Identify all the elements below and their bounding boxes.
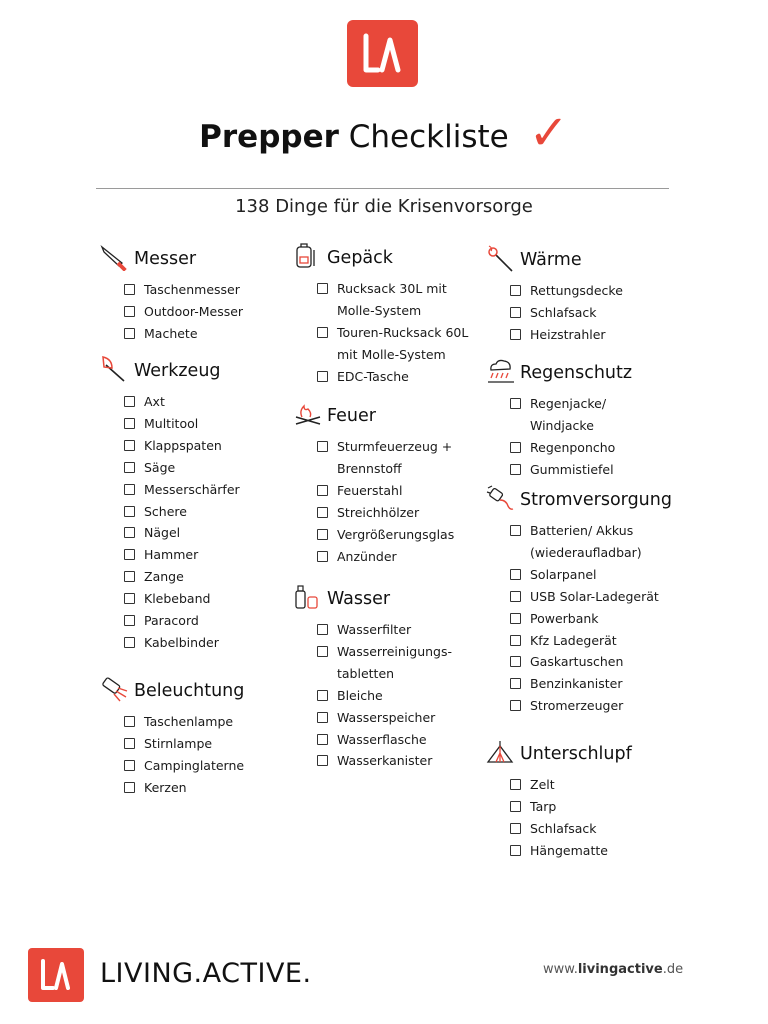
rain-cloud-icon	[486, 357, 516, 385]
footer-brand: LIVING.ACTIVE.	[100, 958, 312, 989]
checkbox[interactable]	[124, 637, 135, 648]
checkbox[interactable]	[124, 440, 135, 451]
item-label: Messerschärfer	[144, 481, 240, 497]
item-label: Tarp	[530, 798, 557, 814]
subtitle: 138 Dinge für die Krisenvorsorge	[235, 196, 533, 217]
checklist-item[interactable]	[317, 278, 468, 322]
checkbox[interactable]	[510, 464, 521, 475]
checklist-item[interactable]	[124, 457, 240, 479]
checklist-item[interactable]	[124, 777, 244, 799]
checkbox[interactable]	[124, 396, 135, 407]
item-label: Anzünder	[337, 548, 397, 564]
checklist-item[interactable]	[510, 796, 608, 818]
item-label: Regenjacke/	[530, 396, 607, 411]
checklist-item[interactable]	[317, 502, 454, 524]
item-label: Paracord	[144, 613, 199, 629]
checklist-item[interactable]	[124, 544, 240, 566]
section-header	[293, 246, 468, 272]
checkbox[interactable]	[510, 525, 521, 536]
checklist-item[interactable]	[510, 393, 615, 437]
section-waerme	[486, 248, 623, 346]
checkbox[interactable]	[317, 441, 328, 452]
checkbox[interactable]	[510, 845, 521, 856]
checkbox[interactable]	[510, 569, 521, 580]
section-gepaeck	[293, 246, 468, 388]
item-label: Machete	[144, 325, 198, 341]
item-label: Multitool	[144, 415, 199, 431]
checkbox[interactable]	[510, 656, 521, 667]
checklist-item[interactable]	[510, 280, 623, 302]
section-beleuchtung	[100, 679, 244, 799]
section-header	[293, 404, 454, 430]
checklist-item[interactable]	[124, 755, 244, 777]
checklist	[293, 278, 468, 388]
brand-logo	[347, 20, 418, 87]
checklist-item[interactable]	[124, 566, 240, 588]
section-header	[486, 742, 632, 768]
axe-icon	[100, 355, 130, 383]
checkbox[interactable]	[124, 506, 135, 517]
checklist-item[interactable]	[124, 610, 240, 632]
checklist-item[interactable]	[317, 524, 454, 546]
checkbox[interactable]	[317, 551, 328, 562]
item-label: Bleiche	[337, 687, 383, 703]
checkbox[interactable]	[124, 484, 135, 495]
item-label: Wasserflasche	[337, 731, 427, 747]
checklist-item[interactable]	[317, 729, 452, 751]
checklist-item[interactable]	[124, 435, 240, 457]
checkbox[interactable]	[510, 285, 521, 296]
checkbox[interactable]	[510, 801, 521, 812]
item-label: Stirnlampe	[144, 735, 213, 751]
section-unterschlupf	[486, 742, 632, 862]
la-logo-icon	[347, 20, 418, 87]
section-title: Unterschlupf	[520, 744, 632, 764]
checklist-item[interactable]	[124, 279, 243, 301]
plug-icon	[486, 484, 516, 512]
checklist-item[interactable]	[510, 673, 659, 695]
item-label: Axt	[144, 394, 165, 409]
checklist	[293, 436, 454, 567]
item-label: Zange	[144, 569, 184, 585]
item-label: Benzinkanister	[530, 676, 623, 692]
checkbox[interactable]	[124, 782, 135, 793]
section-werkzeug	[100, 359, 240, 654]
checkbox[interactable]	[510, 591, 521, 602]
checkbox[interactable]	[124, 738, 135, 749]
checklist-item[interactable]	[510, 651, 659, 673]
checkbox[interactable]	[510, 398, 521, 409]
checklist	[293, 619, 452, 772]
url-tld: .de	[662, 962, 684, 977]
checklist-item[interactable]	[510, 695, 659, 717]
item-label: Wasserspeicher	[337, 709, 436, 725]
page-title	[0, 105, 768, 161]
item-label: Feuerstahl	[337, 482, 403, 498]
checklist-item[interactable]	[510, 818, 608, 840]
item-label: Klappspaten	[144, 437, 222, 453]
checkmark-icon: ✓	[528, 105, 569, 161]
checklist	[100, 279, 243, 345]
item-label: Hammer	[144, 547, 199, 563]
item-label: Schlafsack	[530, 820, 597, 836]
title-divider	[96, 188, 669, 189]
section-header	[100, 247, 243, 273]
checkbox[interactable]	[317, 690, 328, 701]
item-label: Campinglaterne	[144, 757, 245, 773]
section-title: Gepäck	[327, 248, 393, 268]
checklist-item[interactable]	[124, 413, 240, 435]
section-title: Wasser	[327, 589, 391, 609]
checkbox[interactable]	[124, 571, 135, 582]
tent-icon	[486, 738, 516, 766]
item-label: Brennstoff	[337, 460, 402, 476]
item-label: Vergrößerungsglas	[337, 526, 455, 542]
checkbox[interactable]	[124, 716, 135, 727]
footer-url-link[interactable]	[543, 962, 683, 977]
checkbox[interactable]	[317, 507, 328, 518]
section-title: Werkzeug	[134, 361, 221, 381]
checklist-item[interactable]	[124, 501, 240, 523]
item-label: Streichhölzer	[337, 504, 420, 520]
checklist-item[interactable]	[317, 750, 452, 772]
checkbox[interactable]	[317, 327, 328, 338]
item-label: Kabelbinder	[144, 634, 219, 650]
item-label: Kerzen	[144, 779, 187, 795]
checklist	[100, 391, 240, 654]
item-label: (wiederaufladbar)	[530, 544, 642, 560]
item-label: Wasserfilter	[337, 622, 412, 637]
checklist-item[interactable]	[317, 436, 454, 480]
section-messer	[100, 247, 243, 345]
checkbox[interactable]	[510, 678, 521, 689]
item-label: Gummistiefel	[530, 461, 614, 477]
item-label: Heizstrahler	[530, 326, 606, 342]
checkbox[interactable]	[510, 442, 521, 453]
checkbox[interactable]	[317, 529, 328, 540]
item-label: Rettungsdecke	[530, 283, 623, 298]
section-stromversorgung	[486, 488, 672, 717]
item-label: Gaskartuschen	[530, 654, 624, 670]
checkbox[interactable]	[124, 615, 135, 626]
item-label: Molle-System	[337, 302, 422, 318]
section-header	[100, 679, 244, 705]
checklist-item[interactable]	[510, 774, 608, 796]
item-label: Windjacke	[530, 417, 594, 433]
checkbox[interactable]	[510, 329, 521, 340]
section-feuer	[293, 404, 454, 567]
item-label: Nägel	[144, 525, 181, 541]
item-label: Solarpanel	[530, 566, 597, 582]
item-label: Kfz Ladegerät	[530, 632, 617, 648]
campfire-icon	[293, 400, 323, 428]
section-title: Regenschutz	[520, 363, 633, 383]
checklist-item[interactable]	[124, 391, 240, 413]
title-bold: Prepper	[199, 119, 339, 155]
item-label: Powerbank	[530, 610, 599, 626]
section-header	[486, 248, 623, 274]
checkbox[interactable]	[317, 755, 328, 766]
checkbox[interactable]	[317, 485, 328, 496]
section-title: Beleuchtung	[134, 681, 245, 701]
checkbox[interactable]	[317, 624, 328, 635]
section-header	[293, 587, 452, 613]
checklist-item[interactable]	[317, 546, 454, 568]
checklist-item[interactable]	[124, 711, 244, 733]
item-label: Rucksack 30L mit	[337, 281, 447, 296]
item-label: Zelt	[530, 777, 555, 792]
checklist-item[interactable]	[317, 322, 468, 366]
checklist	[486, 774, 608, 862]
checkbox[interactable]	[317, 283, 328, 294]
section-regenschutz	[486, 361, 633, 481]
item-label: Touren-Rucksack 60L	[337, 324, 469, 340]
item-label: Batterien/ Akkus	[530, 523, 634, 538]
section-header	[486, 361, 633, 387]
checkbox[interactable]	[124, 549, 135, 560]
checkbox[interactable]	[124, 462, 135, 473]
section-title: Feuer	[327, 406, 376, 426]
checklist	[486, 393, 615, 481]
checkbox[interactable]	[124, 418, 135, 429]
checkbox[interactable]	[124, 593, 135, 604]
checklist-item[interactable]	[317, 480, 454, 502]
item-label: USB Solar-Ladegerät	[530, 588, 659, 604]
checklist-item[interactable]	[510, 564, 659, 586]
item-label: Säge	[144, 459, 176, 475]
item-label: Sturmfeuerzeug +	[337, 439, 453, 454]
item-label: Hängematte	[530, 842, 608, 858]
checklist-item[interactable]	[317, 685, 452, 707]
checklist-item[interactable]	[124, 479, 240, 501]
footer-logo[interactable]	[28, 948, 84, 1002]
title-rest: Checkliste	[348, 119, 509, 155]
checkbox[interactable]	[510, 613, 521, 624]
item-label: Schere	[144, 503, 187, 519]
item-label: Taschenlampe	[144, 714, 234, 729]
checklist-item[interactable]	[124, 632, 240, 654]
checklist-item[interactable]	[317, 619, 452, 641]
checklist-item[interactable]	[317, 641, 452, 685]
checklist-item[interactable]	[124, 733, 244, 755]
item-label: tabletten	[337, 665, 395, 681]
checkbox[interactable]	[124, 760, 135, 771]
checklist-item[interactable]	[124, 522, 240, 544]
item-label: Wasserkanister	[337, 753, 433, 769]
checkbox[interactable]	[124, 527, 135, 538]
checkbox[interactable]	[317, 646, 328, 657]
item-label: Regenponcho	[530, 439, 616, 455]
item-label: mit Molle-System	[337, 346, 446, 362]
item-label: Taschenmesser	[144, 282, 240, 297]
item-label: Wasserreinigungs-	[337, 643, 453, 659]
checklist-item[interactable]	[510, 608, 659, 630]
checklist-item[interactable]	[510, 302, 623, 324]
checkbox[interactable]	[510, 700, 521, 711]
checklist	[486, 280, 623, 346]
item-label: Outdoor-Messer	[144, 303, 244, 319]
url-prefix: www.	[543, 962, 578, 977]
checkbox[interactable]	[510, 779, 521, 790]
checklist-item[interactable]	[510, 586, 659, 608]
item-label: EDC-Tasche	[337, 368, 409, 384]
checklist	[486, 520, 659, 717]
item-label: Stromerzeuger	[530, 698, 624, 714]
checklist-item[interactable]	[317, 366, 468, 388]
flashlight-icon	[100, 675, 130, 703]
checklist-item[interactable]	[510, 437, 615, 459]
checkbox[interactable]	[510, 823, 521, 834]
section-header	[100, 359, 240, 385]
checkbox[interactable]	[124, 328, 135, 339]
checklist-item[interactable]	[510, 840, 608, 862]
water-bottle-icon	[293, 583, 323, 611]
match-icon	[486, 244, 516, 272]
section-wasser	[293, 587, 452, 772]
checkbox[interactable]	[510, 635, 521, 646]
section-title: Wärme	[520, 250, 582, 270]
checklist-item[interactable]	[510, 630, 659, 652]
checkbox[interactable]	[510, 307, 521, 318]
checkbox[interactable]	[317, 371, 328, 382]
url-domain: livingactive	[577, 962, 663, 977]
checklist-item[interactable]	[124, 323, 243, 345]
checkbox[interactable]	[124, 306, 135, 317]
la-logo-icon	[28, 948, 84, 1002]
checkbox[interactable]	[317, 734, 328, 745]
checkbox[interactable]	[124, 284, 135, 295]
section-title: Messer	[134, 249, 197, 269]
checklist-item[interactable]	[510, 520, 659, 564]
checklist-item[interactable]	[124, 588, 240, 610]
backpack-icon	[293, 242, 323, 270]
checklist	[100, 711, 244, 799]
item-label: Schlafsack	[530, 304, 597, 320]
checklist-item[interactable]	[124, 301, 243, 323]
checklist-item[interactable]	[317, 707, 452, 729]
checkbox[interactable]	[317, 712, 328, 723]
item-label: Klebeband	[144, 591, 211, 607]
knife-icon	[100, 243, 130, 271]
checklist-item[interactable]	[510, 459, 615, 481]
checklist-item[interactable]	[510, 324, 623, 346]
section-header	[486, 488, 672, 514]
section-title: Stromversorgung	[520, 490, 672, 510]
